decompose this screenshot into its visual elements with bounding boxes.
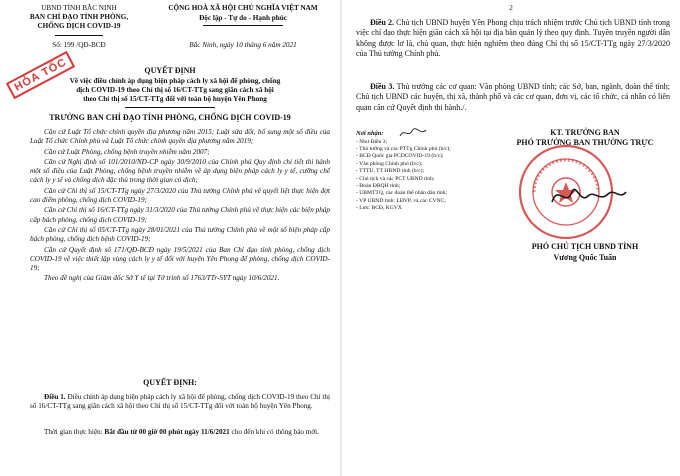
issuing-agency [4, 4, 154, 32]
subject-line-2: dịch COVID-19 theo Chỉ thị số 16/CT-TTg sang giãn cách xã hội [76, 86, 274, 95]
article-2 [356, 18, 670, 59]
subject-underline [125, 107, 215, 108]
document-type: QUYẾT ĐỊNH [144, 66, 196, 75]
article-2-text: Chủ tịch UBND huyện Yên Phong chịu trách nhiệm trước Chủ tịch UBND tỉnh trong việc chỉ đạo thực hiện giãn cách xã hội tại địa bàn quản lý theo quy định. Tuyên truyền người dân không được lơ là, chủ quan, thực hiện nghiêm theo đúng Chỉ thị số 15/CT-TTg ngày 27/3/2020 của Thủ tướng Chính phủ. [356, 18, 671, 58]
recipient-item: - TTTU, TT HĐND tỉnh (b/c); [356, 168, 496, 175]
recipient-item: - BCĐ Quốc gia PCDCOVID-19 (b/c); [356, 153, 496, 160]
article-1-time [30, 428, 330, 437]
article-3-text: Thủ trưởng các cơ quan: Văn phòng UBND tỉnh; các Sở, ban, ngành, đoàn thể tỉnh; Chủ tịch UBND các huyện, thị xã, thành phố và các cơ quan, đơn vị, các tổ chức, cá nhân có liên quan căn cứ Quyết định thi hành./. [356, 82, 670, 112]
recipient-item: - Đoàn ĐBQH tỉnh; [356, 183, 496, 190]
article-3 [356, 82, 670, 113]
time-suffix: cho đến khi có thông báo mới. [231, 428, 319, 436]
time-prefix: Thời gian thực hiện: [44, 428, 103, 436]
recipients-list [356, 139, 496, 213]
recipient-item: - VP UBND tỉnh: LĐVP, và các CVNC; [356, 198, 496, 205]
page-number: 2 [509, 4, 513, 12]
handwritten-signature [548, 178, 628, 212]
recipient-item: - Như Điều 3; [356, 139, 496, 146]
basis-3: Căn cứ Nghị định số 101/2010/NĐ-CP ngày 30/9/2010 của Chính phủ Quy định chi tiết thi hành một số điều của Luật Phòng, chống bệnh truyền nhiễm về áp dụng biện pháp cách ly y tế, cưỡng chế cách ly y tế và chống dịch đặc thù trong thời gian có dịch; [30, 157, 330, 185]
place-date: Bắc Ninh, ngày 10 tháng 6 năm 2021 [189, 41, 297, 49]
basis-2: Căn cứ Luật Phòng, chống bệnh truyền nhiễm năm 2007; [44, 147, 210, 156]
legal-bases [30, 128, 330, 284]
recipients-block [356, 130, 496, 213]
urgent-stamp: HỎA TỐC [6, 51, 76, 99]
decides-heading: QUYẾT ĐỊNH: [143, 378, 197, 387]
article-1 [30, 393, 330, 411]
recipients-title: Nơi nhận: [356, 130, 384, 137]
recipient-item: - Lưu: BCĐ, KGVX [356, 205, 496, 212]
signature-title-1: KT. TRƯỞNG BAN [550, 128, 620, 137]
article-1-text: Điều chỉnh áp dụng biện pháp cách ly xã hội để phòng, chống dịch COVID-19 theo Chỉ thị số 16/CT-TTg sang giãn cách xã hội theo Chỉ thị số 15/CT-TTg đối với toàn bộ huyện Yên Phong. [30, 393, 331, 411]
subject-line-1: Về việc điều chỉnh áp dụng biện pháp cách ly xã hội để phòng, chống [69, 77, 281, 85]
basis-8: Theo đề nghị của Giám đốc Sở Y tế tại Tờ trình số 1763/TTr-SYT ngày 10/6/2021. [44, 274, 280, 283]
recipient-item: - UBMTTQ, các đoàn thể nhân dân tỉnh; [356, 190, 496, 197]
basis-5: Căn cứ Chỉ thị số 16/CT-TTg ngày 31/3/2020 của Thủ tướng Chính phủ về thực hiện các biện pháp cấp bách phòng, chống dịch COVID-19; [30, 206, 330, 224]
basis-6: Căn cứ Chỉ thị số 05/CT-TTg ngày 28/01/2021 của Thủ tướng Chính phủ về một số biện pháp cấp bách phòng, chống dịch bệnh COVID-19; [30, 225, 330, 244]
signature-title-2: PHÓ TRƯỞNG BAN THƯỜNG TRỰC [516, 138, 654, 148]
basis-7: Căn cứ Quyết định số 171/QĐ-BCĐ ngày 19/5/2021 của Ban Chỉ đạo tỉnh phòng, chống dịch COVID-19 về việc thiết lập vùng cách ly y tế đối với huyện Yên Phong để phòng, chống dịch COVID-19; [30, 245, 330, 272]
subject-line-3: theo Chỉ thị số 15/CT-TTg đối với toàn bộ huyện Yên Phong [83, 95, 267, 104]
recipient-item: - Thủ tướng và các PTTg Chính phủ (b/c); [356, 146, 496, 153]
document-number: Số: 199 /QĐ-BCĐ [52, 41, 106, 49]
article-2-label: Điều 2. [370, 18, 395, 27]
republic-heading: CỘNG HOÀ XÃ HỘI CHỦ NGHĨA VIỆT NAM [168, 4, 318, 12]
time-start: Bắt đầu từ 00 giờ 00 phút ngày 11/6/2021 [104, 428, 230, 436]
recipient-item: - Chủ tịch và các PCT UBND tỉnh; [356, 176, 496, 183]
basis-4: Căn cứ Chỉ thị số 15/CT-TTg ngày 27/3/2020 của Thủ tướng Chính phủ về quyết liệt thực hiện đợt cao điểm phòng, chống dịch COVID-19; [30, 186, 330, 204]
motto-underline [203, 25, 283, 26]
signer-name: Vương Quốc Tuấn [553, 253, 617, 262]
article-1-label: Điều 1. [44, 393, 66, 401]
national-motto: Độc lập - Tự do - Hạnh phúc [199, 14, 287, 22]
basis-1: Căn cứ Luật Tổ chức chính quyền địa phương năm 2015; Luật sửa đổi, bổ sung một số điều của Luật Tổ chức Chính phủ và Luật Tổ chức chính quyền địa phương năm 2019; [30, 128, 330, 146]
recipient-item: - Văn phòng Chính phủ (b/c); [356, 161, 496, 168]
document-page-2 [342, 0, 680, 476]
document-subject [20, 77, 330, 105]
initials-signature [398, 128, 428, 138]
agency-line-2: BAN CHỈ ĐẠO TỈNH PHÒNG, [29, 13, 129, 22]
agency-line-3: CHỐNG DỊCH COVID-19 [37, 22, 121, 31]
article-3-label: Điều 3. [370, 82, 395, 91]
signer-position: PHÓ CHỦ TỊCH UBND TỈNH [531, 242, 639, 251]
agency-line-1: UBND TỈNH BẮC NINH [41, 4, 117, 12]
issuer-heading: TRƯỞNG BAN CHỈ ĐẠO TỈNH PHÒNG, CHỐNG DỊCH COVID-19 [49, 113, 291, 122]
agency-underline [55, 35, 103, 36]
